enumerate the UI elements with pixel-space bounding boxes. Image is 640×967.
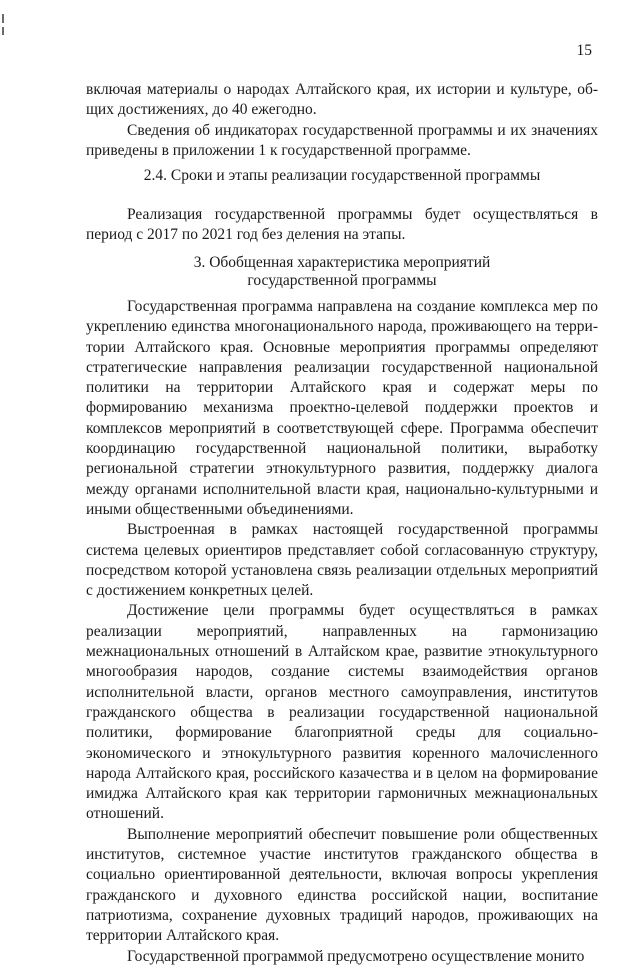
section-3-text [86, 297, 598, 967]
section-heading-3-line1: 3. Обобщенная характеристика мероприятий [193, 254, 491, 271]
paragraph: Государственной программой предусмотрено осуществление монито [127, 947, 585, 965]
intro-text-block [86, 80, 598, 161]
paragraph: Выполнение мероприятий обеспечит повышение роли общественных институтов, системное участие институтов гражданского общества в социально ориентированной деятельности, включая вопросы укрепления гражданского и духовного единства российской нации, воспитание патриотизма, сохранение духовных традиций народов, проживающих на территории Алтайского края. [86, 825, 598, 945]
scan-edge-mark [2, 14, 4, 23]
paragraph: включая материалы о народах Алтайского края, их истории и культуре, общих достижениях, до 40 ежегодно. [86, 81, 598, 119]
paragraph: Государственная программа направлена на создание комплекса мер по укреплению единства многонационального народа, проживающего на территории Алтайского края. Основные мероприятия программы определяют стратегические направления реализации государственной национальной политики на территории Алтайского края и содержат меры по формированию механизма проектно-целевой поддержки проектов и комплексов мероприятий в соответствующей сфере. Программа обеспечит координацию государственной национальной политики, выработку региональной стратегии этнокультурного развития, поддержку диалога между органами исполнительной власти края, национально-культурными и иными общественными объединениями. [86, 298, 598, 518]
paragraph: Реализация государственной программы будет осуществляться в период с 2017 по 2021 год без деления на этапы. [86, 206, 598, 244]
section-heading-2-4: 2.4. Сроки и этапы реализации государственной программы [143, 167, 541, 184]
paragraph: Выстроенная в рамках настоящей государственной программы система целевых ориентиров представляет собой согласованную структуру, посредством которой установлена связь реализации отдельных мероприятий с достижением конкретных целей. [86, 521, 598, 600]
paragraph: Сведения об индикаторах государственной программы и их значениях приведены в приложении 1 к государственной программе. [86, 121, 598, 159]
section-heading-3-line2: государственной программы [247, 271, 437, 289]
section-2-4-text [86, 205, 598, 246]
scan-edge-mark [2, 27, 4, 35]
paragraph: Достижение цели программы будет осуществляться в рамках реализации мероприятий, направленных на гармонизацию межнациональных отношений в Алтайском крае, развитие этнокультурного многообразия народов, создание системы взаимодействия органов исполнительной власти, органов местного самоуправления, институтов гражданского общества в реализации государственной национальной политики, формирование благоприятной среды для социально-экономического и этнокультурного развития коренного малочисленного народа Алтайского края, российского казачества и в целом на формирование имиджа Алтайского края как территории гармоничных межнациональных отношений. [86, 602, 598, 823]
page-number: 15 [576, 42, 592, 59]
section-heading-3 [86, 254, 598, 289]
